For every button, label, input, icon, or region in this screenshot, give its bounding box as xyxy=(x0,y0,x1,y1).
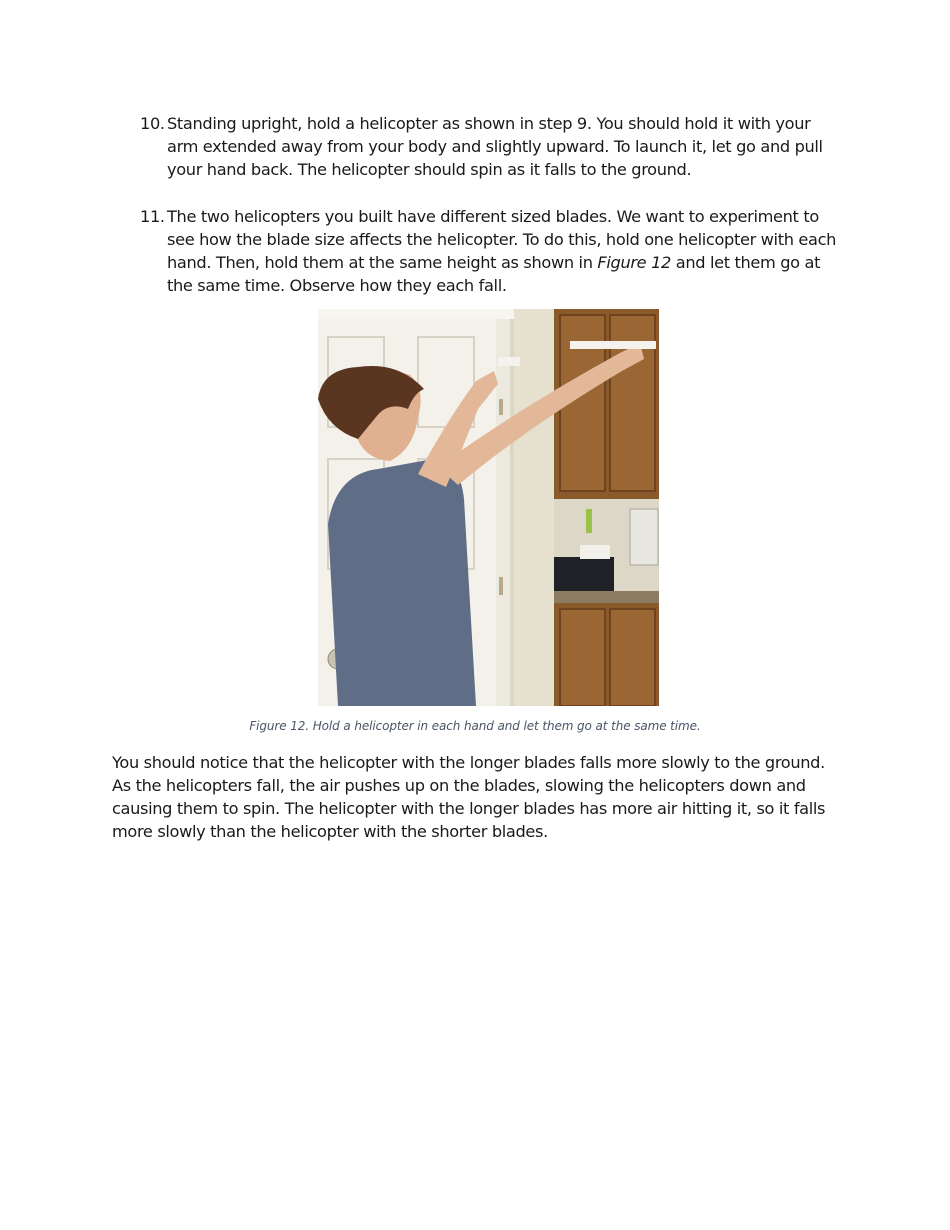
step-11 xyxy=(140,205,840,297)
step-number: 11. xyxy=(140,207,165,226)
conclusion-paragraph: You should notice that the helicopter with the longer blades falls more slowly to the ground. As the helicopters fall, the air pushes up on the blades, slowing the helicopters down and causing them to spin. The helicopter with the longer blades has more air hitting it, so it falls more slowly than the helicopter with the shorter blades. xyxy=(112,753,826,841)
step-text-before: The two helicopters you built have different sized blades. We want to experiment to see how the blade size affects the helicopter. To do this, hold one helicopter with each hand. Then, hold them at the same height as shown in xyxy=(167,207,837,272)
step-text: Standing upright, hold a helicopter as shown in step 9. You should hold it with your arm extended away from your body and slightly upward. To launch it, let go and pull your hand back. The helicopter should spin as it falls to the ground. xyxy=(167,114,823,179)
photo-illustration xyxy=(318,309,659,706)
step-number: 10. xyxy=(140,114,165,133)
step-10 xyxy=(140,112,840,181)
figure-12-photo xyxy=(318,309,659,706)
figure-caption: Figure 12. Hold a helicopter in each hand and let them go at the same time. xyxy=(249,719,701,733)
step-text-after: and let them go at the same time. Observe how they each fall. xyxy=(167,253,821,295)
instruction-steps xyxy=(140,112,840,321)
step-text xyxy=(167,207,836,295)
figure-reference: Figure 12 xyxy=(597,253,671,272)
